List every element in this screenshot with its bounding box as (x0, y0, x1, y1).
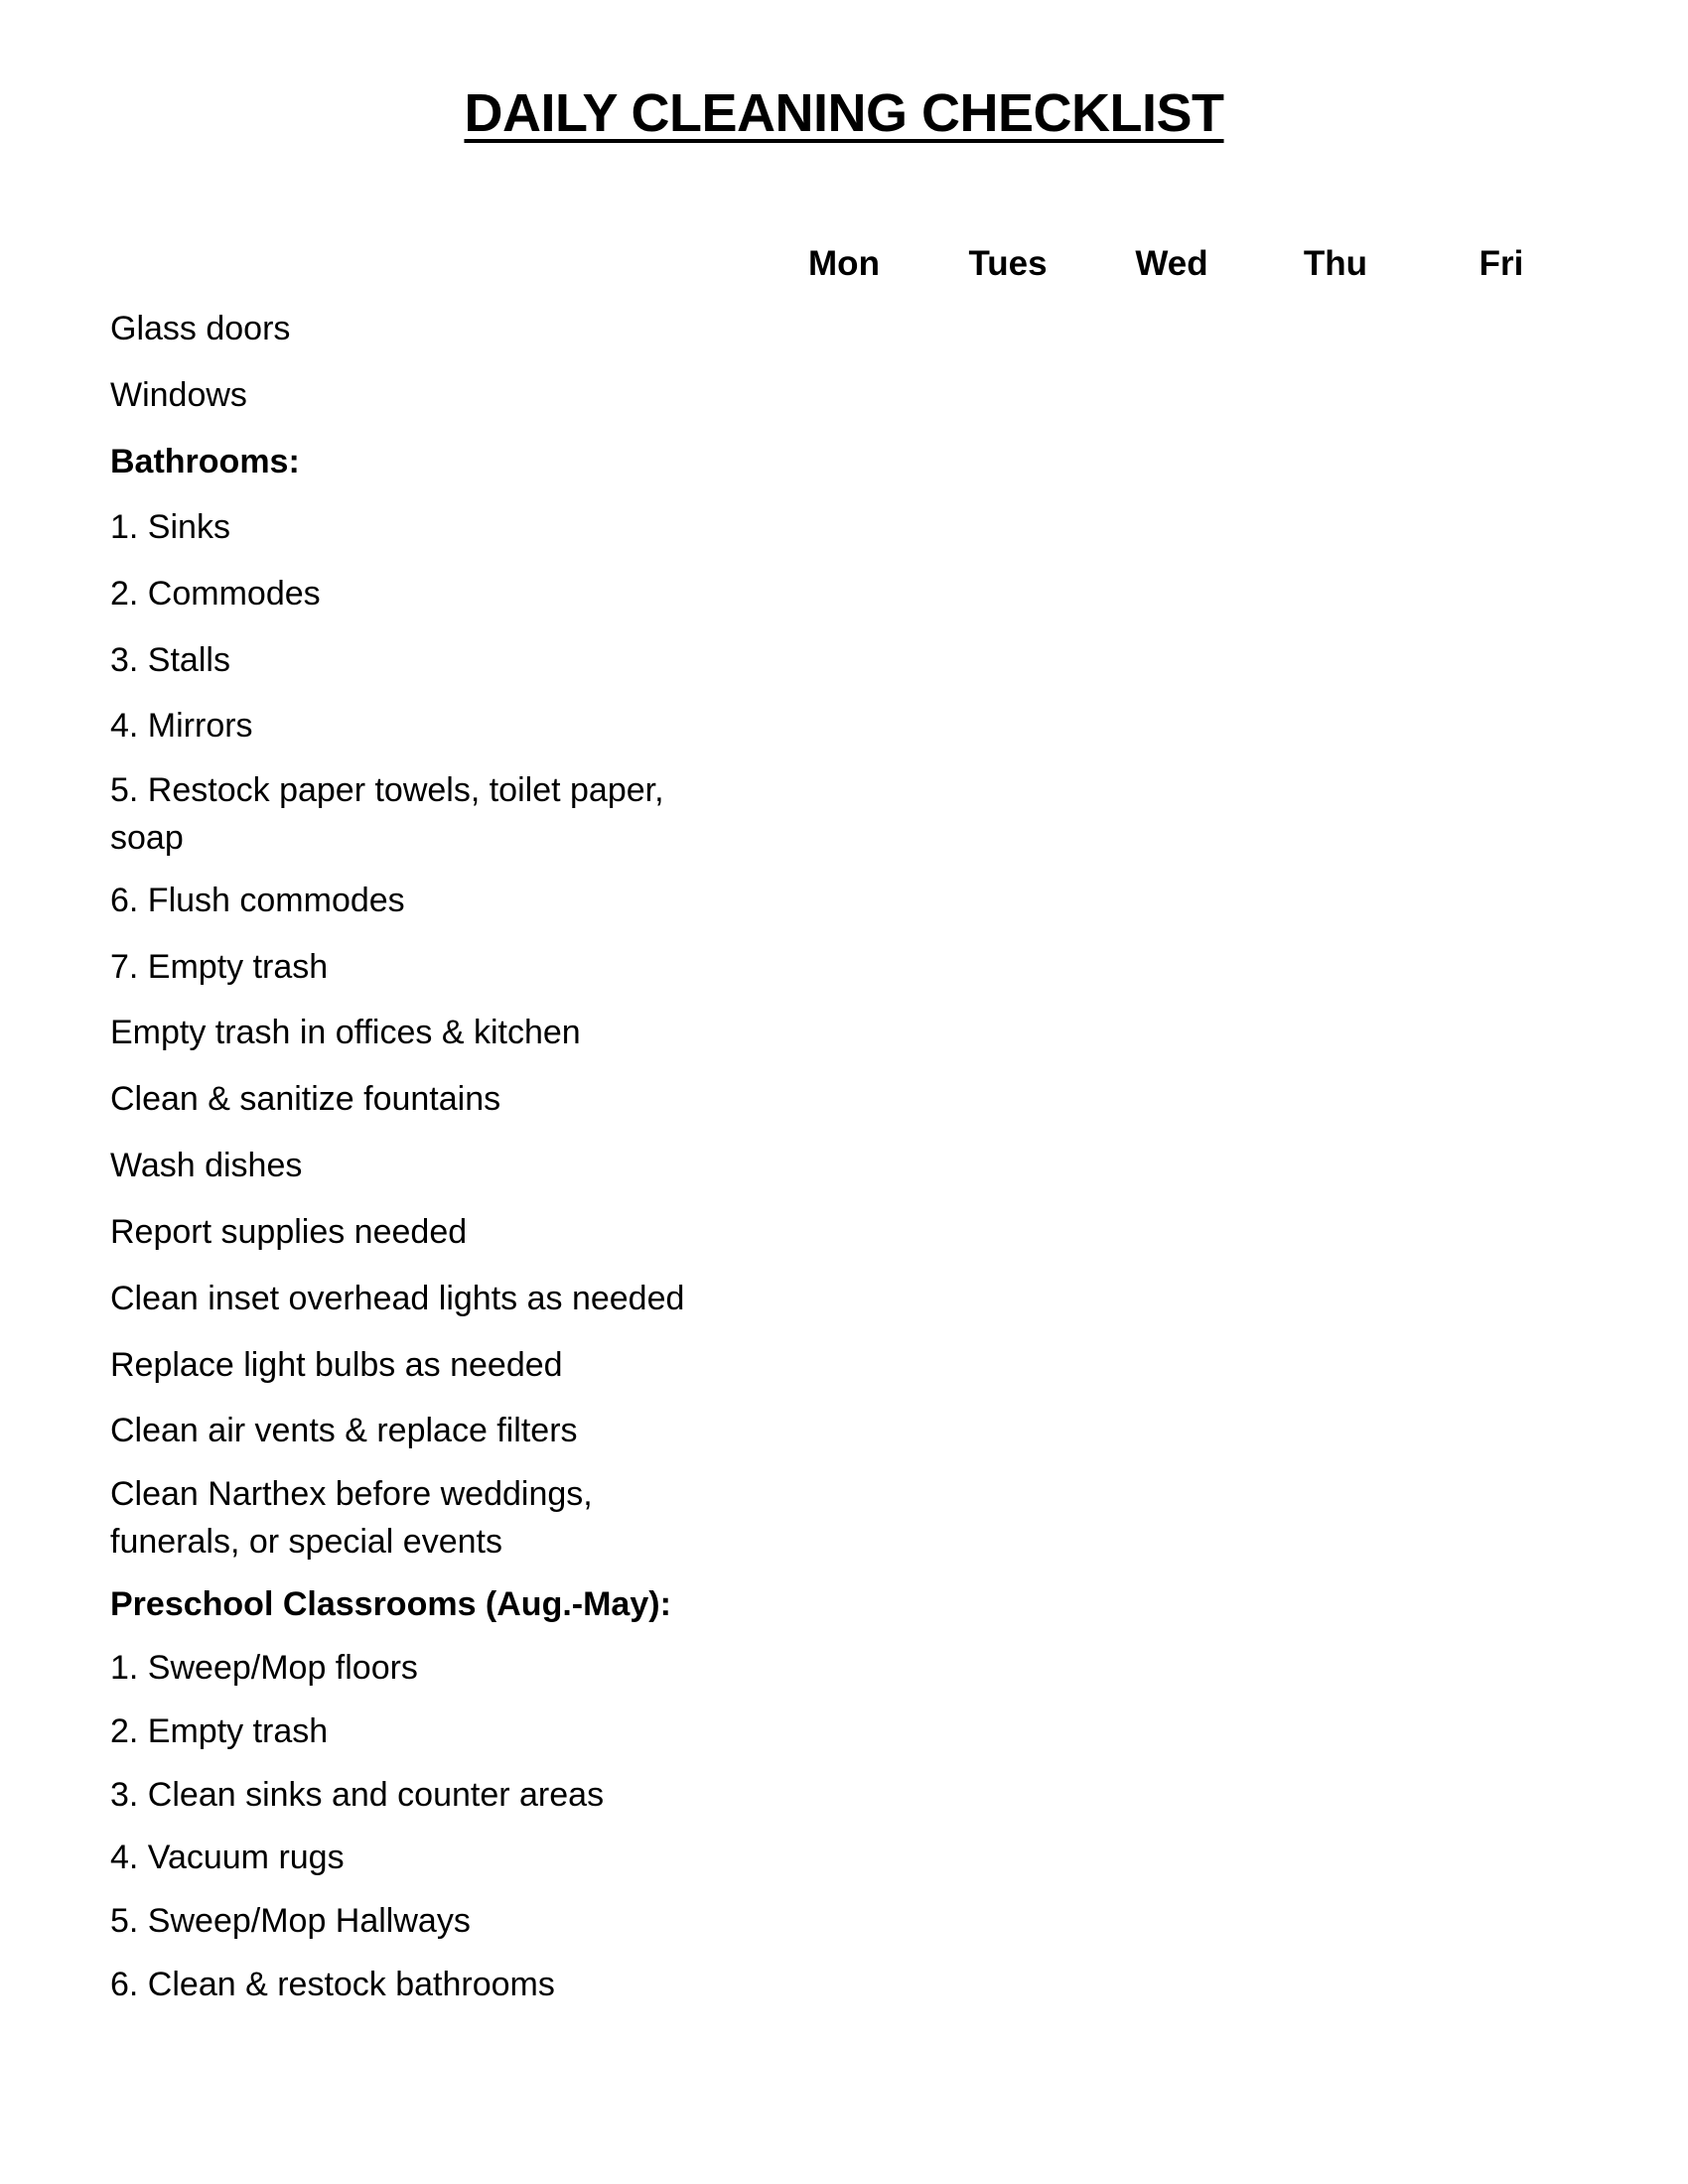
task-replace-light-bulbs: Replace light bulbs as needed (110, 1346, 563, 1384)
day-header-fri: Fri (1478, 244, 1524, 283)
task-clean-sinks-counters: 3. Clean sinks and counter areas (110, 1776, 605, 1814)
day-header-mon: Mon (808, 244, 880, 283)
task-sanitize-fountains: Clean & sanitize fountains (110, 1080, 501, 1118)
task-glass-doors: Glass doors (110, 310, 291, 347)
task-vacuum-rugs: 4. Vacuum rugs (110, 1839, 345, 1876)
task-commodes: 2. Commodes (110, 575, 321, 613)
task-empty-trash-offices: Empty trash in offices & kitchen (110, 1014, 581, 1051)
task-restock-supplies: 5. Restock paper towels, toilet paper, soap (110, 771, 664, 857)
task-clean-air-vents: Clean air vents & replace filters (110, 1412, 578, 1449)
task-sweep-mop-floors: 1. Sweep/Mop floors (110, 1649, 418, 1687)
task-windows: Windows (110, 376, 247, 414)
task-clean-narthex: Clean Narthex before weddings, funerals, or special events (110, 1475, 593, 1561)
day-header-thu: Thu (1303, 244, 1368, 283)
section-heading-preschool: Preschool Classrooms (Aug.-May): (110, 1585, 671, 1623)
task-sweep-mop-hallways: 5. Sweep/Mop Hallways (110, 1902, 471, 1940)
task-stalls: 3. Stalls (110, 641, 230, 679)
task-wash-dishes: Wash dishes (110, 1147, 303, 1184)
task-empty-trash-bathrooms: 7. Empty trash (110, 948, 329, 986)
task-clean-overhead-lights: Clean inset overhead lights as needed (110, 1280, 685, 1317)
task-flush-commodes: 6. Flush commodes (110, 882, 405, 919)
page-title: DAILY CLEANING CHECKLIST (464, 83, 1224, 143)
task-sinks: 1. Sinks (110, 508, 230, 546)
day-header-tues: Tues (968, 244, 1048, 283)
day-header-wed: Wed (1135, 244, 1208, 283)
task-mirrors: 4. Mirrors (110, 707, 253, 745)
task-empty-trash-classrooms: 2. Empty trash (110, 1712, 329, 1750)
section-heading-bathrooms: Bathrooms: (110, 443, 300, 480)
task-report-supplies: Report supplies needed (110, 1213, 468, 1251)
task-clean-restock-bathrooms: 6. Clean & restock bathrooms (110, 1966, 555, 2003)
